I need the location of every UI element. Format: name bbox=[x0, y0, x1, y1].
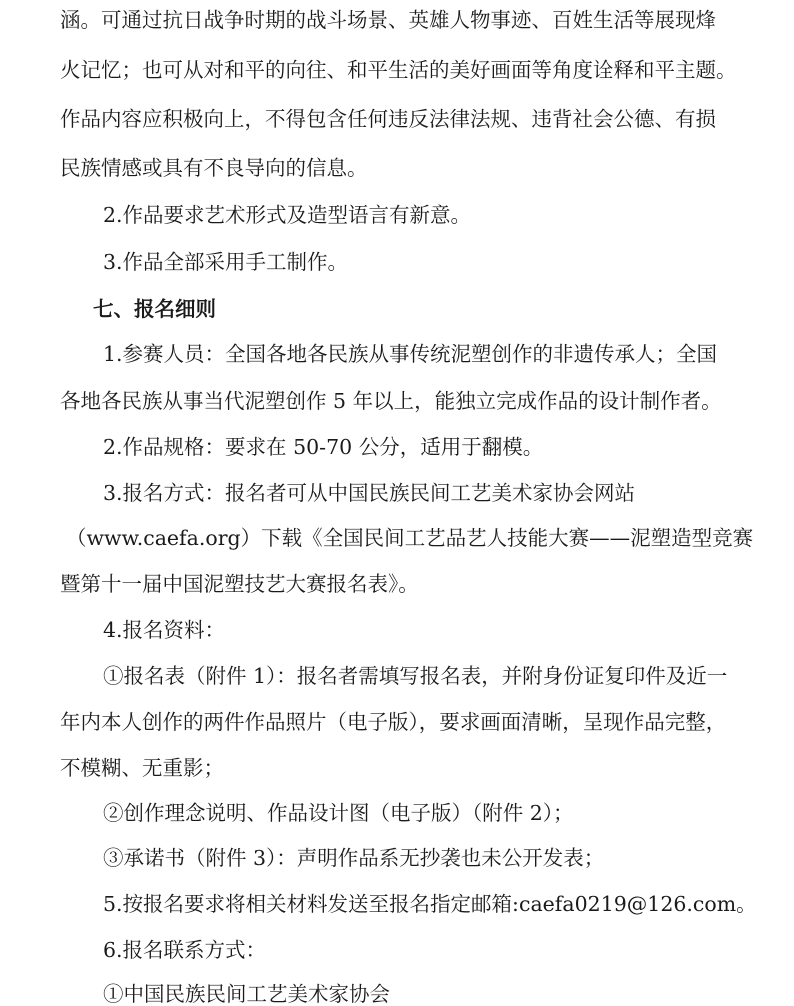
sub-item-3: ③承诺书（附件 3）：声明作品系无抄袭也未公开发表； bbox=[103, 846, 605, 870]
item-1-line-1: 1.参赛人员：全国各地各民族从事传统泥塑创作的非遗传承人；全国 bbox=[103, 342, 718, 366]
sub-item-1-line-3: 不模糊、无重影； bbox=[60, 756, 224, 780]
requirement-2: 2.作品要求艺术形式及造型语言有新意。 bbox=[103, 203, 472, 227]
item-6: 6.报名联系方式： bbox=[103, 938, 267, 962]
item-3-line-3: 暨第十一届中国泥塑技艺大赛报名表》。 bbox=[60, 572, 419, 596]
section-7-heading: 七、报名细则 bbox=[93, 297, 216, 321]
theme-paragraph-line-4: 民族情感或具有不良导向的信息。 bbox=[60, 156, 368, 180]
theme-paragraph-line-3: 作品内容应积极向上，不得包含任何违反法律法规、违背社会公德、有损 bbox=[60, 107, 716, 131]
theme-paragraph-line-1: 涵。可通过抗日战争时期的战斗场景、英雄人物事迹、百姓生活等展现烽 bbox=[60, 8, 716, 32]
requirement-3: 3.作品全部采用手工制作。 bbox=[103, 250, 349, 274]
item-2: 2.作品规格：要求在 50-70 公分，适用于翻模。 bbox=[103, 435, 544, 459]
sub-item-1-line-2: 年内本人创作的两件作品照片（电子版），要求画面清晰，呈现作品完整， bbox=[60, 710, 727, 734]
sub-item-1-line-1: ①报名表（附件 1）：报名者需填写报名表，并附身份证复印件及近一 bbox=[103, 664, 728, 688]
item-1-line-2: 各地各民族从事当代泥塑创作 5 年以上，能独立完成作品的设计制作者。 bbox=[60, 389, 722, 413]
contact-1: ①中国民族民间工艺美术家协会 bbox=[103, 982, 390, 1006]
item-5: 5.按报名要求将相关材料发送至报名指定邮箱:caefa0219@126.com。 bbox=[103, 892, 757, 916]
sub-item-2: ②创作理念说明、作品设计图（电子版）（附件 2）； bbox=[103, 801, 574, 825]
item-3-line-2: （www.caefa.org）下载《全国民间工艺品艺人技能大赛——泥塑造型竞赛 bbox=[66, 526, 754, 550]
item-3-line-1: 3.报名方式：报名者可从中国民族民间工艺美术家协会网站 bbox=[103, 481, 636, 505]
theme-paragraph-line-2: 火记忆；也可从对和平的向往、和平生活的美好画面等角度诠释和平主题。 bbox=[60, 58, 737, 82]
item-4: 4.报名资料： bbox=[103, 618, 226, 642]
